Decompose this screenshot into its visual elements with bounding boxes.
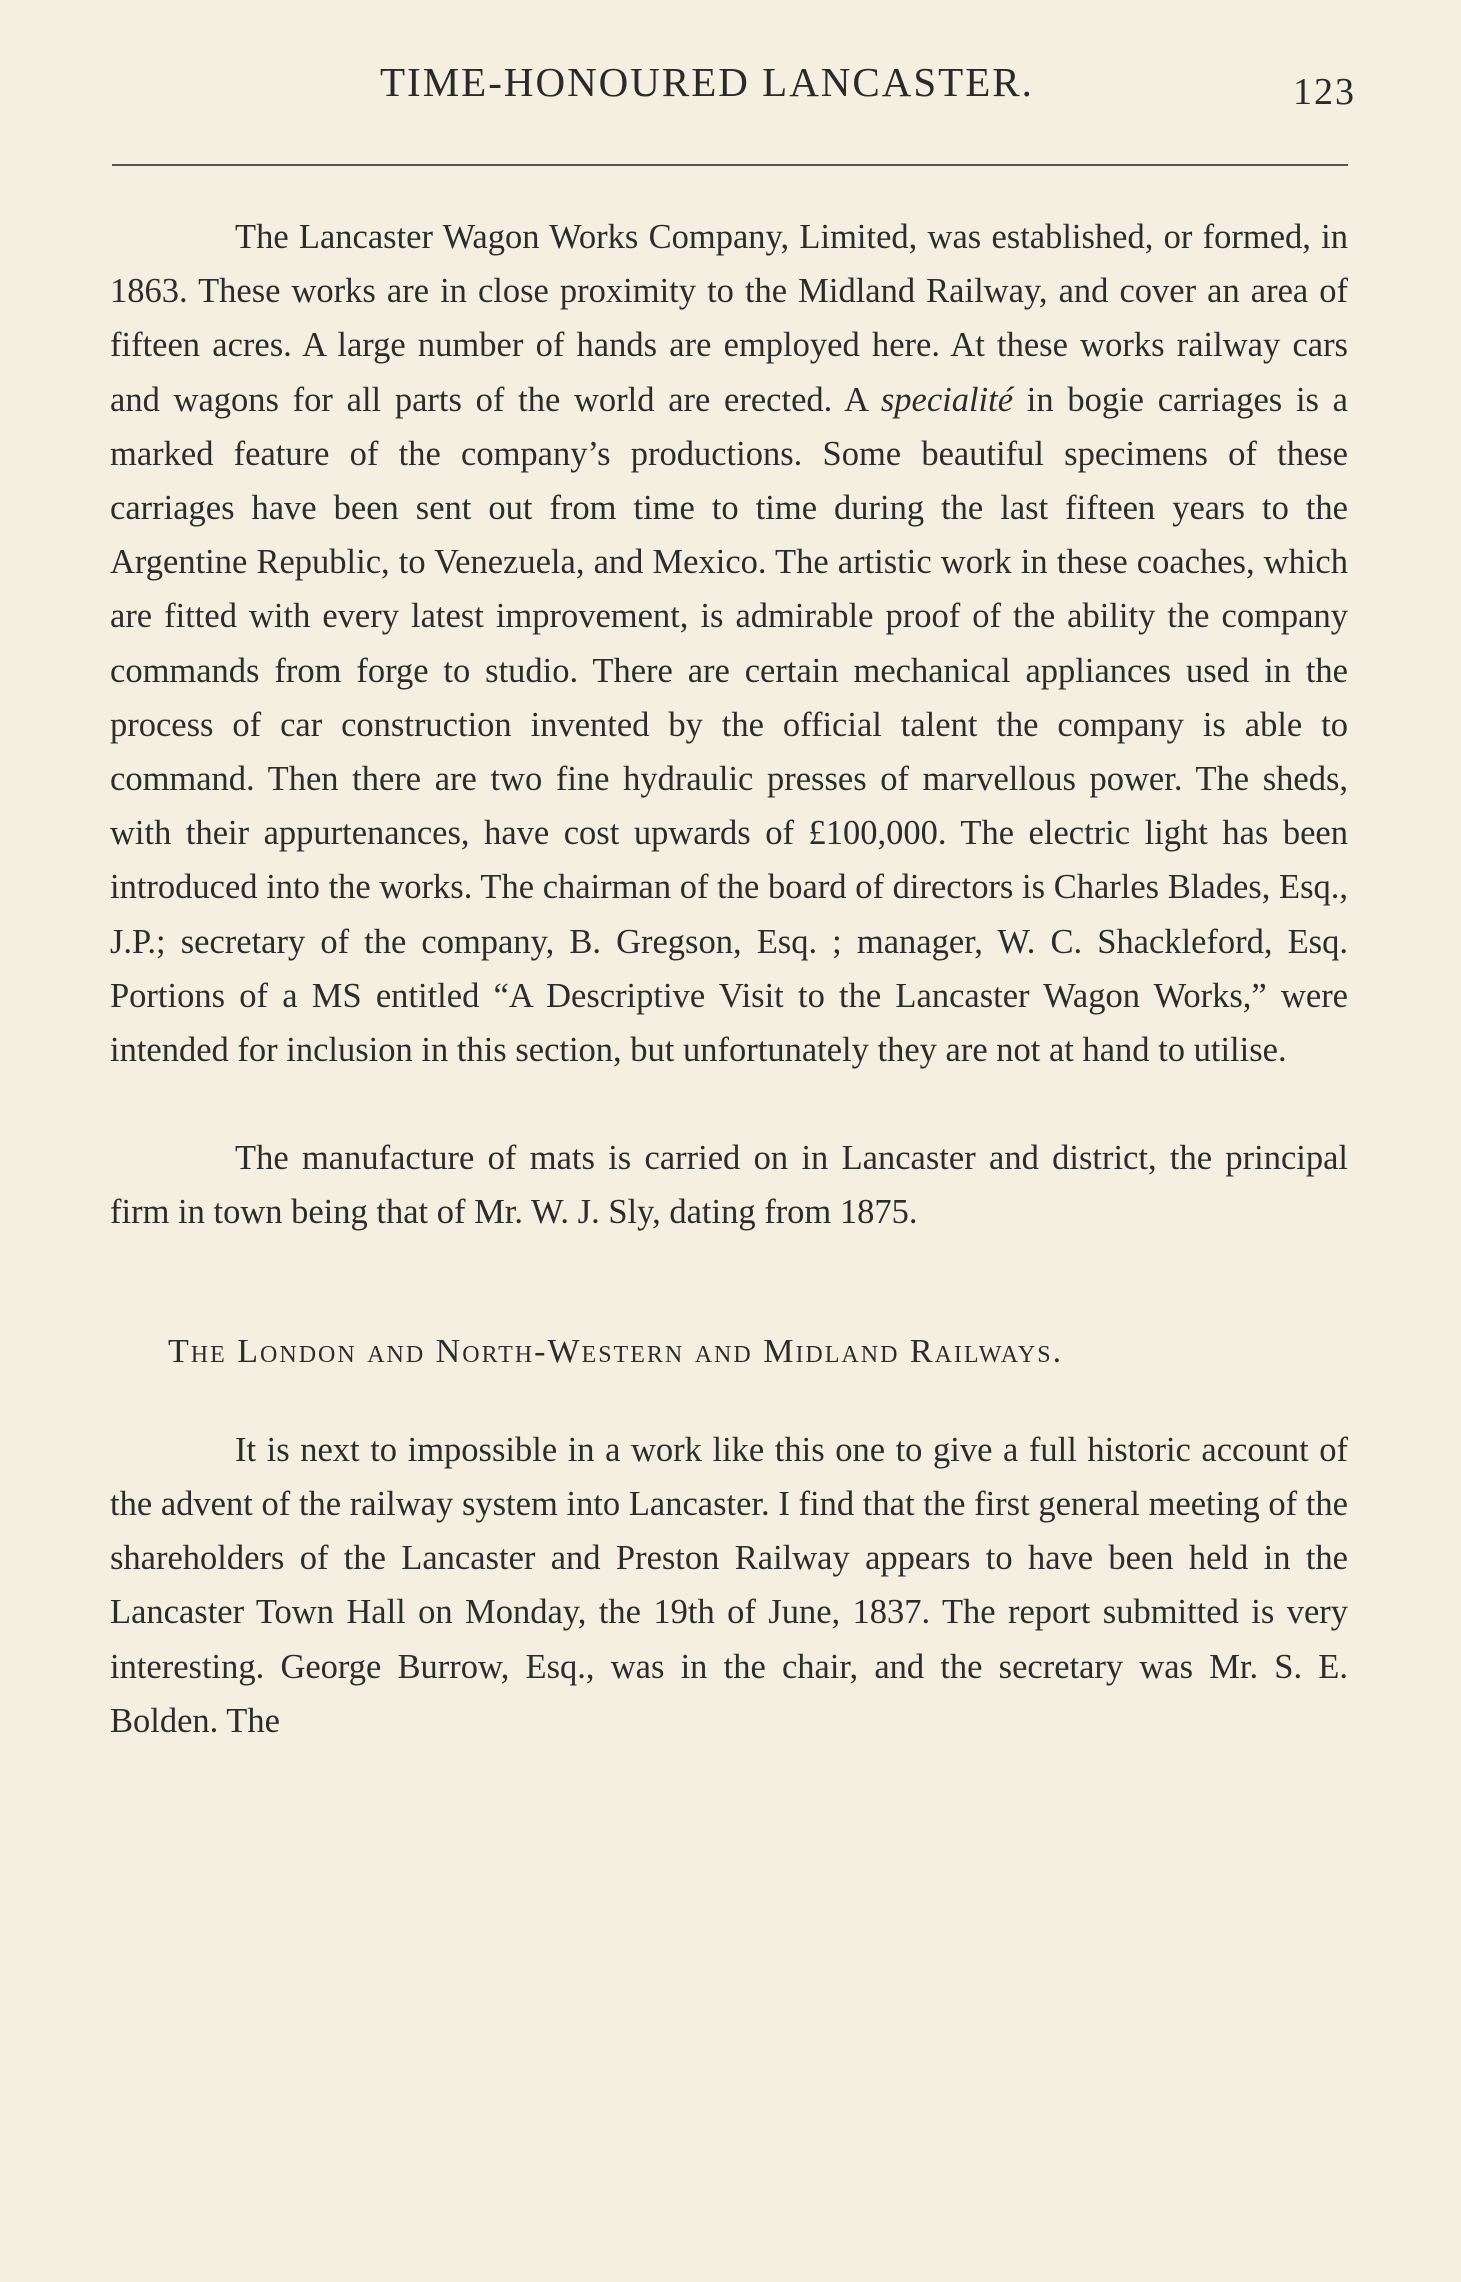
body-text xyxy=(110,210,1348,1748)
header-rule xyxy=(112,164,1348,166)
paragraph-mats: The manufacture of mats is carried on in Lancaster and district, the principal firm in town being that of Mr. W. J. Sly, dating from 1875. xyxy=(110,1139,1348,1232)
paragraph-text: in bogie carriages is a marked feature of the company’s productions. Some beautiful specimens of these carriages have been sent out from time to time during the last fifteen years to the Argentine Republic, to Venezuela, and Mexico. The artistic work in these coaches, which are fitted with every latest improvement, is admirable proof of the ability the company commands from forge to studio. There are certain mechanical appliances used in the process of car construction invented by the official talent the company is able to command. Then there are two fine hydraulic presses of marvellous power. The sheds, with their appurtenances, have cost upwards of £100,000. The electric light has been introduced into the works. The chairman of the board of directors is Charles Blades, Esq., J.P.; secretary of the company, B. Gregson, Esq. ; manager, W. C. Shackleford, Esq. Portions of a MS entitled “A Descriptive Visit to the Lancaster Wagon Works,” were intended for inclusion in this section, but unfortunately they are not at hand to utilise. xyxy=(110,380,1348,1070)
italic-term: specialité xyxy=(880,380,1014,419)
paragraph-wagon-works xyxy=(110,210,1348,1077)
paragraph-text: The Lancaster Wagon Works Company, Limited, was established, or formed, in 1863. These works are in close proximity to the Midland Railway, and cover an area of fifteen acres. A large number of hands are employed here. At these works railway cars and wagons for all parts of the world are erected. A xyxy=(110,218,1348,419)
page-number: 123 xyxy=(1293,71,1356,113)
paragraph-railways: It is next to impossible in a work like this one to give a full historic account of the advent of the railway system into Lancaster. I find that the first general meeting of the shareholders of the Lancaster and Preston Railway appears to have been held in the Lancaster Town Hall on Monday, the 19th of June, 1837. The report submitted is very interesting. George Burrow, Esq., was in the chair, and the secretary was Mr. S. E. Bolden. The xyxy=(110,1430,1348,1740)
running-head xyxy=(0,58,1461,118)
section-heading: The London and North-Western and Midland Railways. xyxy=(168,1332,1064,1370)
running-title: TIME-HONOURED LANCASTER. xyxy=(380,59,1034,105)
